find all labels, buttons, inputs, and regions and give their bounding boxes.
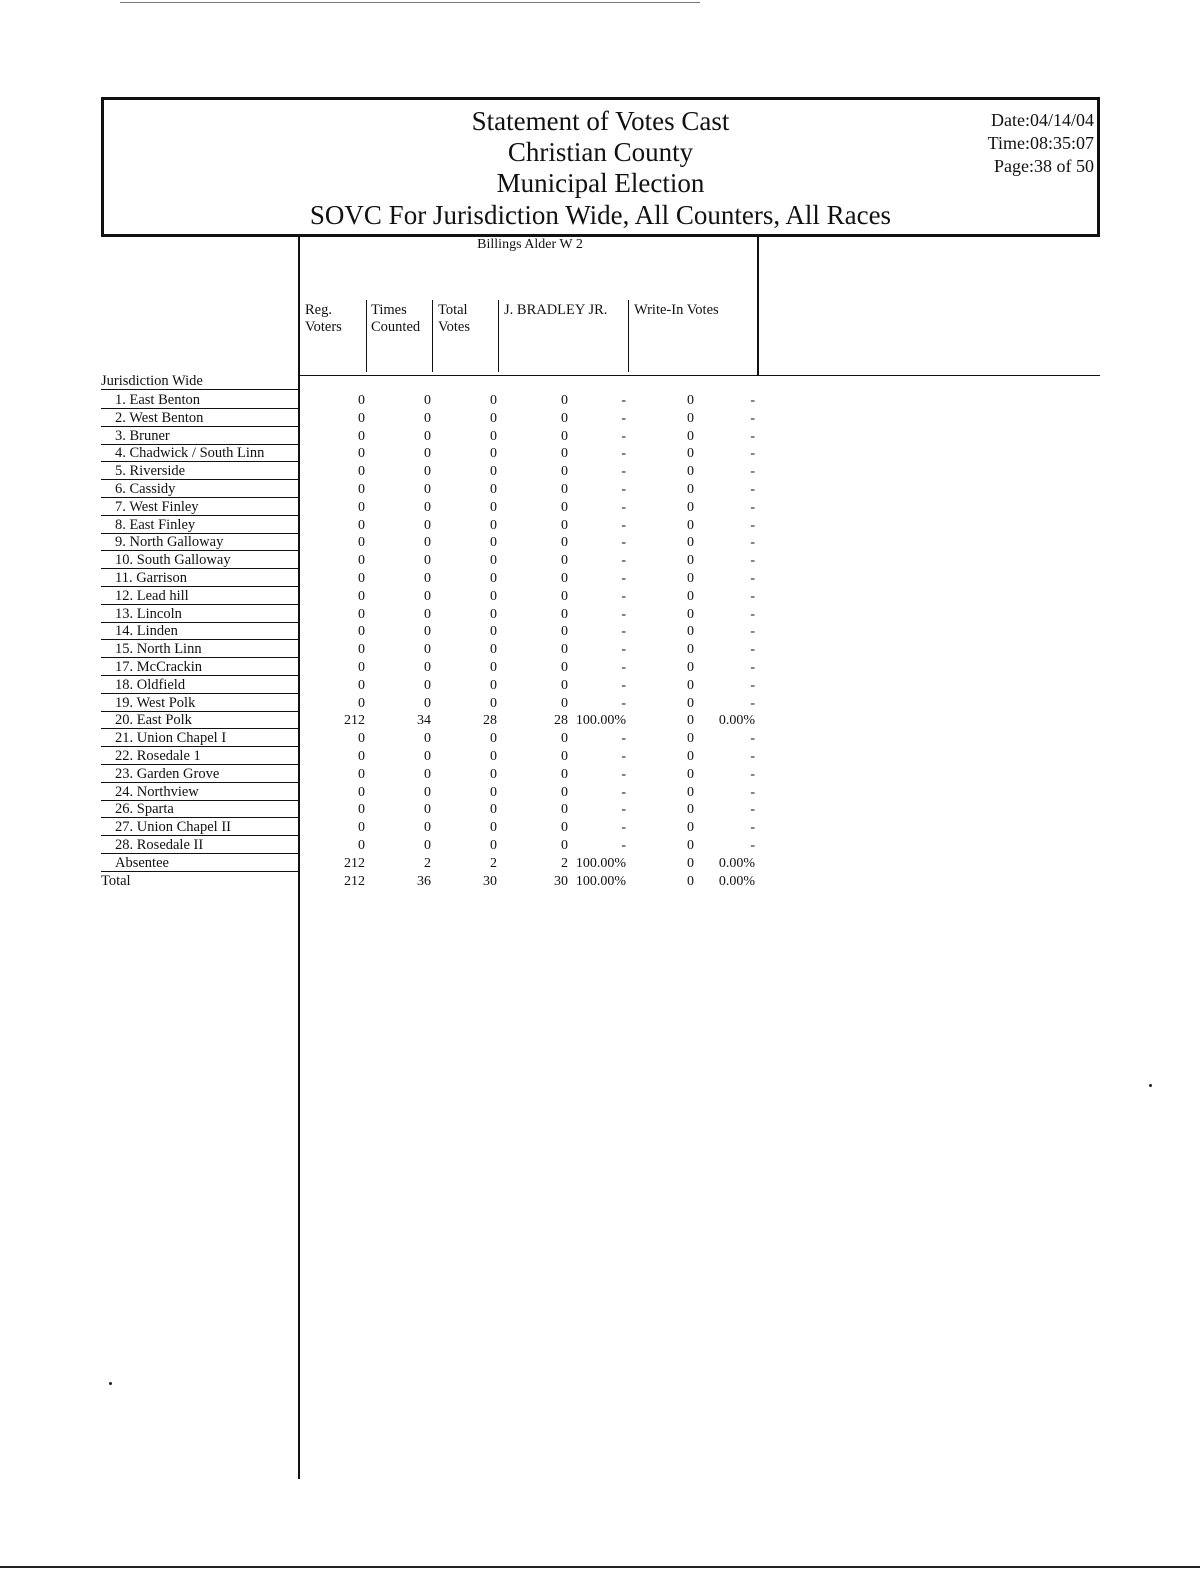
times-counted-cell: 0 — [424, 588, 431, 604]
write-in-pct-cell: 0.00% — [718, 855, 755, 871]
col-header-line: Voters — [305, 319, 342, 335]
reg-voters-cell: 0 — [358, 642, 365, 658]
candidate-votes-cell: 0 — [561, 588, 568, 604]
write-in-votes-cell: 0 — [687, 588, 694, 604]
precinct-label: 10. South Galloway — [115, 552, 231, 569]
candidate-votes-cell: 0 — [561, 428, 568, 444]
reg-voters-cell: 0 — [358, 571, 365, 586]
total-votes-cell: 0 — [490, 731, 497, 747]
write-in-votes-cell: 0 — [687, 873, 694, 889]
candidate-votes-cell: 0 — [561, 642, 568, 658]
write-in-pct-cell: - — [750, 464, 755, 480]
reg-voters-cell: 0 — [358, 517, 365, 533]
candidate-votes-cell: 0 — [561, 410, 568, 426]
total-votes-cell: 0 — [490, 838, 497, 853]
write-in-pct-cell: - — [750, 428, 755, 444]
report-date: Date:04/14/04 — [991, 110, 1094, 130]
total-votes-cell: 0 — [490, 464, 497, 480]
write-in-votes-cell: 0 — [687, 624, 694, 640]
candidate-pct-cell: - — [621, 838, 626, 853]
candidate-pct-cell: - — [621, 624, 626, 640]
precinct-label: 1. East Benton — [115, 392, 200, 408]
precinct-label: 8. East Finley — [115, 516, 196, 533]
reg-voters-cell: 0 — [358, 553, 365, 569]
total-votes-cell: 0 — [490, 588, 497, 604]
col-header-line: Reg. — [305, 302, 332, 318]
precinct-label: 21. Union Chapel I — [115, 730, 227, 747]
times-counted-cell: 0 — [424, 535, 431, 551]
precinct-label: 23. Garden Grove — [115, 765, 220, 782]
write-in-votes-cell: 0 — [687, 695, 694, 711]
reg-voters-cell: 0 — [358, 838, 365, 853]
reg-voters-cell: 0 — [358, 624, 365, 640]
total-votes-cell: 0 — [490, 482, 497, 497]
candidate-votes-cell: 0 — [561, 393, 568, 408]
candidate-pct-cell: 100.00% — [575, 873, 626, 889]
times-counted-cell: 0 — [424, 624, 431, 640]
write-in-pct-cell: - — [750, 553, 755, 569]
candidate-pct-cell: - — [621, 660, 626, 675]
times-counted-cell: 0 — [424, 802, 431, 818]
times-counted-cell: 0 — [424, 499, 431, 515]
candidate-votes-cell: 0 — [561, 731, 568, 747]
write-in-votes-cell: 0 — [687, 535, 694, 551]
report-scope: SOVC For Jurisdiction Wide, All Counters, All Races — [309, 200, 892, 230]
times-counted-cell: 0 — [424, 393, 431, 408]
col-header-line: Votes — [438, 319, 470, 335]
write-in-votes-cell: 0 — [687, 766, 694, 782]
write-in-votes-cell: 0 — [687, 571, 694, 586]
candidate-pct-cell: - — [621, 571, 626, 586]
candidate-votes-cell: 0 — [561, 535, 568, 551]
precinct-label: 27. Union Chapel II — [115, 819, 231, 836]
write-in-votes-cell: 0 — [687, 749, 694, 764]
write-in-pct-cell: - — [750, 820, 755, 836]
write-in-pct-cell: 0.00% — [718, 713, 755, 729]
times-counted-cell: 0 — [424, 838, 431, 853]
total-votes-cell: 0 — [490, 446, 497, 462]
total-votes-cell: 30 — [483, 873, 497, 889]
reg-voters-cell: 0 — [358, 428, 365, 444]
candidate-votes-cell: 0 — [561, 802, 568, 818]
write-in-pct-cell: - — [750, 410, 755, 426]
column-divider — [628, 300, 629, 372]
total-votes-cell: 0 — [490, 410, 497, 426]
candidate-votes-cell: 0 — [561, 446, 568, 462]
candidate-pct-cell: - — [621, 428, 626, 444]
candidate-pct-cell: - — [621, 410, 626, 426]
candidate-pct-cell: - — [621, 393, 626, 408]
times-counted-cell: 0 — [424, 517, 431, 533]
precinct-label: 19. West Polk — [115, 694, 196, 711]
reg-voters-cell: 0 — [358, 410, 365, 426]
times-counted-cell: 0 — [424, 571, 431, 586]
col-header-times-counted — [371, 302, 420, 336]
candidate-pct-cell: - — [621, 446, 626, 462]
write-in-pct-cell: - — [750, 802, 755, 818]
candidate-votes-cell: 0 — [561, 482, 568, 497]
candidate-pct-cell: 100.00% — [575, 713, 626, 729]
precinct-label: 20. East Polk — [115, 712, 192, 729]
write-in-pct-cell: - — [750, 393, 755, 408]
write-in-votes-cell: 0 — [687, 553, 694, 569]
precinct-label: 12. Lead hill — [115, 587, 189, 604]
times-counted-cell: 0 — [424, 766, 431, 782]
reg-voters-cell: 0 — [358, 588, 365, 604]
write-in-votes-cell: 0 — [687, 499, 694, 515]
total-votes-cell: 0 — [490, 499, 497, 515]
total-votes-cell: 0 — [490, 535, 497, 551]
candidate-pct-cell: - — [621, 482, 626, 497]
scan-speck — [109, 1382, 112, 1385]
reg-voters-cell: 0 — [358, 482, 365, 497]
candidate-pct-cell: - — [621, 677, 626, 693]
candidate-pct-cell: - — [621, 784, 626, 800]
candidate-pct-cell: - — [621, 517, 626, 533]
scan-speck — [1149, 1084, 1152, 1087]
col-header-line: Counted — [371, 319, 421, 335]
precinct-label: 24. Northview — [115, 783, 199, 800]
times-counted-cell: 0 — [424, 410, 431, 426]
total-votes-cell: 0 — [490, 820, 497, 836]
write-in-votes-cell: 0 — [687, 838, 694, 853]
report-header — [101, 97, 1100, 237]
reg-voters-cell: 0 — [358, 695, 365, 711]
col-header-line: Times — [371, 302, 407, 318]
write-in-pct-cell: - — [750, 749, 755, 764]
write-in-votes-cell: 0 — [687, 677, 694, 693]
candidate-pct-cell: - — [621, 820, 626, 836]
reg-voters-cell: 212 — [344, 855, 365, 871]
candidate-pct-cell: - — [621, 606, 626, 622]
column-divider — [498, 300, 499, 372]
candidate-pct-cell: - — [621, 588, 626, 604]
write-in-pct-cell: - — [750, 784, 755, 800]
precinct-label: Absentee — [115, 854, 169, 871]
times-counted-cell: 0 — [424, 606, 431, 622]
race-title: Billings Alder W 2 — [477, 237, 583, 252]
reg-voters-cell: 0 — [358, 393, 365, 408]
write-in-votes-cell: 0 — [687, 393, 694, 408]
candidate-votes-cell: 0 — [561, 695, 568, 711]
write-in-pct-cell: - — [750, 838, 755, 853]
write-in-pct-cell: - — [750, 588, 755, 604]
reg-voters-cell: 0 — [358, 499, 365, 515]
write-in-votes-cell: 0 — [687, 713, 694, 729]
times-counted-cell: 0 — [424, 446, 431, 462]
candidate-pct-cell: - — [621, 553, 626, 569]
column-divider — [432, 300, 433, 372]
total-votes-cell: 0 — [490, 677, 497, 693]
write-in-votes-cell: 0 — [687, 446, 694, 462]
candidate-pct-cell: - — [621, 802, 626, 818]
precinct-label: 15. North Linn — [115, 641, 202, 658]
total-row-label: Total — [101, 872, 131, 889]
report-title: Statement of Votes Cast — [471, 106, 730, 136]
total-votes-cell: 0 — [490, 749, 497, 764]
write-in-pct-cell: - — [750, 606, 755, 622]
page-number: Page:38 of 50 — [994, 156, 1094, 176]
section-label: Jurisdiction Wide — [101, 373, 203, 389]
scan-edge-top — [120, 2, 700, 3]
candidate-votes-cell: 0 — [561, 766, 568, 782]
write-in-pct-cell: - — [750, 660, 755, 675]
write-in-votes-cell: 0 — [687, 660, 694, 675]
total-votes-cell: 0 — [490, 766, 497, 782]
times-counted-cell: 34 — [417, 713, 431, 729]
precinct-label: 28. Rosedale II — [115, 837, 204, 853]
reg-voters-cell: 0 — [358, 749, 365, 764]
precinct-label: 5. Riverside — [115, 463, 186, 480]
candidate-votes-cell: 0 — [561, 553, 568, 569]
candidate-pct-cell: - — [621, 642, 626, 658]
precinct-label: 2. West Benton — [115, 409, 204, 426]
election-name: Municipal Election — [496, 168, 705, 198]
write-in-pct-cell: - — [750, 571, 755, 586]
write-in-votes-cell: 0 — [687, 410, 694, 426]
col-header-total-votes — [438, 302, 470, 336]
times-counted-cell: 36 — [417, 873, 431, 889]
reg-voters-cell: 0 — [358, 802, 365, 818]
precinct-label: 3. Bruner — [115, 427, 170, 444]
row-rule — [101, 389, 298, 390]
total-votes-cell: 0 — [490, 393, 497, 408]
precinct-label: 13. Lincoln — [115, 605, 182, 622]
reg-voters-cell: 0 — [358, 731, 365, 747]
times-counted-cell: 0 — [424, 482, 431, 497]
write-in-votes-cell: 0 — [687, 802, 694, 818]
candidate-pct-cell: - — [621, 766, 626, 782]
report-time: Time:08:35:07 — [987, 133, 1094, 153]
reg-voters-cell: 0 — [358, 660, 365, 675]
candidate-pct-cell: - — [621, 535, 626, 551]
candidate-pct-cell: - — [621, 749, 626, 764]
reg-voters-cell: 0 — [358, 446, 365, 462]
total-votes-cell: 0 — [490, 695, 497, 711]
times-counted-cell: 0 — [424, 820, 431, 836]
candidate-votes-cell: 30 — [554, 873, 568, 889]
candidate-votes-cell: 0 — [561, 606, 568, 622]
precinct-label: 6. Cassidy — [115, 481, 176, 497]
write-in-votes-cell: 0 — [687, 517, 694, 533]
col-header-line: Total — [438, 302, 468, 318]
total-votes-cell: 0 — [490, 660, 497, 675]
precinct-label: 11. Garrison — [115, 570, 187, 586]
total-votes-cell: 2 — [490, 855, 497, 871]
candidate-votes-cell: 0 — [561, 838, 568, 853]
precinct-label: 14. Linden — [115, 623, 178, 640]
race-block-right-border — [757, 237, 759, 375]
total-votes-cell: 0 — [490, 642, 497, 658]
candidate-votes-cell: 0 — [561, 624, 568, 640]
candidate-votes-cell: 0 — [561, 499, 568, 515]
reg-voters-cell: 212 — [344, 873, 365, 889]
write-in-pct-cell: - — [750, 535, 755, 551]
col-header-write-in: Write-In Votes — [634, 302, 719, 318]
candidate-votes-cell: 0 — [561, 677, 568, 693]
total-votes-cell: 0 — [490, 428, 497, 444]
write-in-votes-cell: 0 — [687, 428, 694, 444]
reg-voters-cell: 0 — [358, 784, 365, 800]
candidate-votes-cell: 0 — [561, 784, 568, 800]
candidate-pct-cell: - — [621, 464, 626, 480]
write-in-votes-cell: 0 — [687, 482, 694, 497]
reg-voters-cell: 0 — [358, 464, 365, 480]
candidate-pct-cell: - — [621, 731, 626, 747]
total-votes-cell: 28 — [483, 713, 497, 729]
candidate-votes-cell: 0 — [561, 660, 568, 675]
times-counted-cell: 0 — [424, 428, 431, 444]
write-in-votes-cell: 0 — [687, 464, 694, 480]
times-counted-cell: 0 — [424, 677, 431, 693]
reg-voters-cell: 212 — [344, 713, 365, 729]
candidate-pct-cell: 100.00% — [575, 855, 626, 871]
candidate-votes-cell: 0 — [561, 571, 568, 586]
times-counted-cell: 0 — [424, 642, 431, 658]
header-rule — [300, 375, 1100, 376]
reg-voters-cell: 0 — [358, 820, 365, 836]
write-in-votes-cell: 0 — [687, 855, 694, 871]
col-header-reg-voters — [305, 302, 342, 336]
times-counted-cell: 0 — [424, 731, 431, 747]
precinct-label: 4. Chadwick / South Linn — [115, 445, 265, 462]
times-counted-cell: 0 — [424, 749, 431, 764]
candidate-pct-cell: - — [621, 499, 626, 515]
reg-voters-cell: 0 — [358, 677, 365, 693]
column-divider — [366, 300, 367, 372]
write-in-pct-cell: 0.00% — [718, 873, 755, 889]
write-in-votes-cell: 0 — [687, 642, 694, 658]
candidate-votes-cell: 0 — [561, 464, 568, 480]
precinct-label: 17. McCrackin — [115, 659, 202, 675]
write-in-votes-cell: 0 — [687, 784, 694, 800]
write-in-votes-cell: 0 — [687, 606, 694, 622]
write-in-votes-cell: 0 — [687, 731, 694, 747]
total-votes-cell: 0 — [490, 606, 497, 622]
write-in-pct-cell: - — [750, 695, 755, 711]
write-in-pct-cell: - — [750, 446, 755, 462]
write-in-pct-cell: - — [750, 482, 755, 497]
precinct-label: 9. North Galloway — [115, 534, 224, 551]
write-in-votes-cell: 0 — [687, 820, 694, 836]
candidate-votes-cell: 28 — [554, 713, 568, 729]
write-in-pct-cell: - — [750, 624, 755, 640]
times-counted-cell: 0 — [424, 660, 431, 675]
times-counted-cell: 0 — [424, 464, 431, 480]
county-name: Christian County — [507, 137, 694, 167]
reg-voters-cell: 0 — [358, 766, 365, 782]
total-votes-cell: 0 — [490, 784, 497, 800]
precinct-label: 18. Oldfield — [115, 676, 186, 693]
reg-voters-cell: 0 — [358, 606, 365, 622]
total-votes-cell: 0 — [490, 571, 497, 586]
total-votes-cell: 0 — [490, 553, 497, 569]
write-in-pct-cell: - — [750, 499, 755, 515]
precinct-label: 26. Sparta — [115, 801, 174, 818]
total-votes-cell: 0 — [490, 517, 497, 533]
candidate-votes-cell: 0 — [561, 517, 568, 533]
total-votes-cell: 0 — [490, 802, 497, 818]
candidate-pct-cell: - — [621, 695, 626, 711]
precinct-label: 7. West Finley — [115, 498, 199, 515]
col-header-candidate: J. BRADLEY JR. — [504, 302, 608, 318]
reg-voters-cell: 0 — [358, 535, 365, 551]
write-in-pct-cell: - — [750, 766, 755, 782]
times-counted-cell: 0 — [424, 784, 431, 800]
write-in-pct-cell: - — [750, 517, 755, 533]
times-counted-cell: 2 — [424, 855, 431, 871]
total-votes-cell: 0 — [490, 624, 497, 640]
write-in-pct-cell: - — [750, 731, 755, 747]
scan-edge-bottom — [0, 1566, 1200, 1568]
write-in-pct-cell: - — [750, 642, 755, 658]
precinct-label: 22. Rosedale 1 — [115, 748, 201, 764]
candidate-votes-cell: 0 — [561, 820, 568, 836]
candidate-votes-cell: 0 — [561, 749, 568, 764]
column-divider-main — [298, 234, 300, 1479]
write-in-pct-cell: - — [750, 677, 755, 693]
times-counted-cell: 0 — [424, 553, 431, 569]
candidate-votes-cell: 2 — [561, 855, 568, 871]
times-counted-cell: 0 — [424, 695, 431, 711]
